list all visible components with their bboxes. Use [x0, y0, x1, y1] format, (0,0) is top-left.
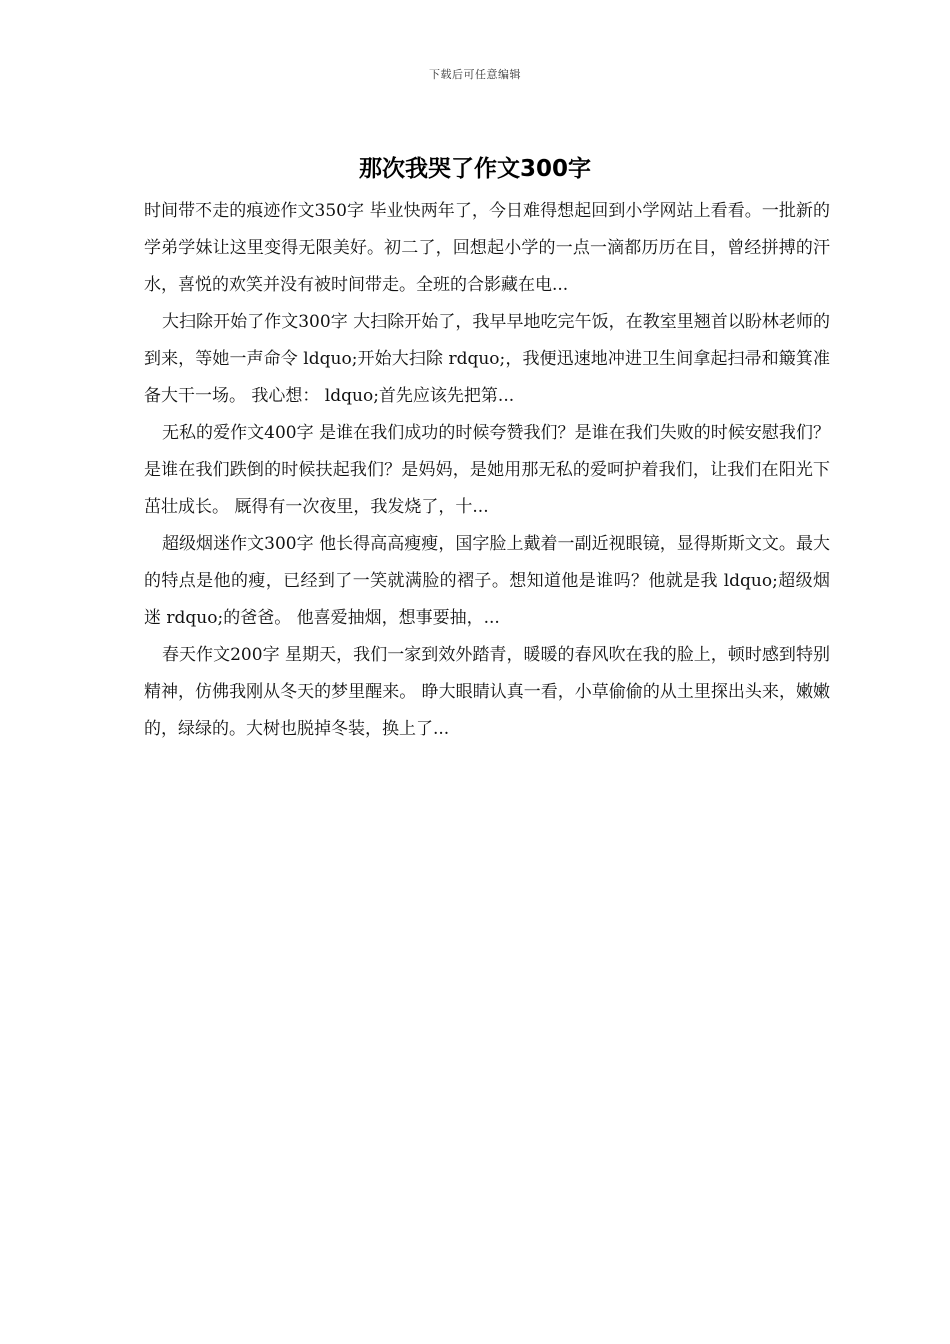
paragraph-2: 大扫除开始了作文300字 大扫除开始了，我早早地吃完午饭，在教室里翘首以盼林老师的到来，等她一声命令 ldquo;开始大扫除 rdquo;，我便迅速地冲进卫生间拿起扫帚和簸箕准备大干一场。 我心想： ldquo;首先应该先把第...: [144, 312, 830, 406]
paragraph-1: 时间带不走的痕迹作文350字 毕业快两年了，今日难得想起回到小学网站上看看。一批新的学弟学妹让这里变得无限美好。初二了，回想起小学的一点一滴都历历在目，曾经拼搏的汗水，喜悦的欢笑并没有被时间带走。全班的合影藏在电...: [144, 201, 830, 295]
paragraph-5: 春天作文200字 星期天，我们一家到效外踏青，暖暖的春风吹在我的脸上，顿时感到特别精神，仿佛我刚从冬天的梦里醒来。 睁大眼睛认真一看，小草偷偷的从土里探出头来，嫩嫩的，绿绿的。大树也脱掉冬装，换上了...: [144, 645, 830, 739]
paragraph-4: 超级烟迷作文300字 他长得高高瘦瘦，国字脸上戴着一副近视眼镜，显得斯斯文文。最大的特点是他的瘦，已经到了一笑就满脸的褶子。想知道他是谁吗？他就是我 ldquo;超级烟迷 rdquo;的爸爸。 他喜爱抽烟，想事要抽，...: [144, 534, 830, 628]
article-body: [144, 193, 830, 748]
paragraph-3: 无私的爱作文400字 是谁在我们成功的时候夸赞我们？是谁在我们失败的时候安慰我们？是谁在我们跌倒的时候扶起我们？是妈妈，是她用那无私的爱呵护着我们，让我们在阳光下茁壮成长。 厩得有一次夜里，我发烧了，十...: [144, 423, 830, 517]
page-header-note: 下载后可任意编辑: [429, 68, 521, 81]
page-title: 那次我哭了作文300字: [358, 156, 591, 182]
